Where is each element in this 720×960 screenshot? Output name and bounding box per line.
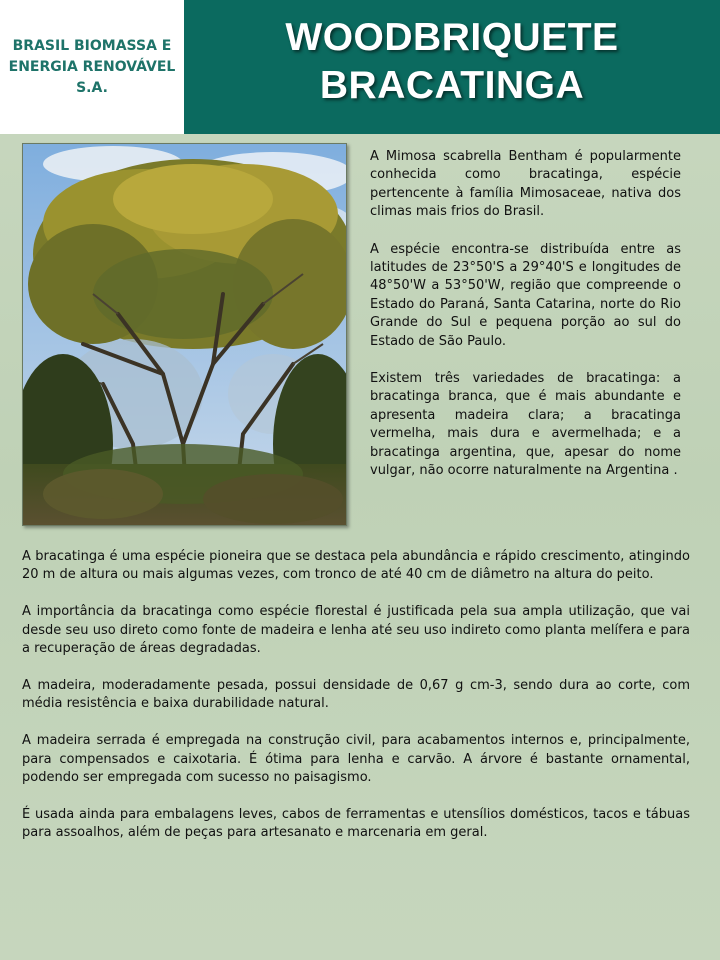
body-paragraph: A madeira, moderadamente pesada, possui densidade de 0,67 g cm-3, sendo dura ao corte, com média resistência e baixa durabilidade natural. <box>22 678 690 712</box>
body-paragraph: A madeira serrada é empregada na construção civil, para acabamentos internos e, principalmente, para compensados e caixotaria. É ótima para lenha e carvão. A árvore é bastante ornamental, podendo ser empregada com sucesso no paisagismo. <box>22 733 690 786</box>
body-paragraph: É usada ainda para embalagens leves, cabos de ferramentas e utensílios domésticos, tacos e tábuas para assoalhos, além de peças para artesanato e marcenaria em geral. <box>22 807 690 841</box>
title-banner <box>184 0 720 134</box>
intro-paragraph: Existem três variedades de bracatinga: a bracatinga branca, que é mais abundante e apresenta madeira clara; a bracatinga vermelha, mais dura e avermelhada; e a bracatinga argentina, que, apesar do nome vulgar, não ocorre naturalmente na Argentina . <box>370 371 681 479</box>
page-title <box>285 14 618 110</box>
body-text <box>22 548 690 861</box>
intro-paragraph: A Mimosa scabrella Bentham é popularmente conhecida como bracatinga, espécie pertencente à família Mimosaceae, nativa dos climas mais frios do Brasil. <box>370 149 681 220</box>
title-line-2: BRACATINGA <box>319 64 585 107</box>
body-paragraph: A bracatinga é uma espécie pioneira que se destaca pela abundância e rápido crescimento, atingindo 20 m de altura ou mais algumas vezes, com tronco de até 40 cm de diâmetro na altura do peito. <box>22 549 690 583</box>
title-line-1: WOODBRIQUETE <box>285 16 619 59</box>
company-name: BRASIL BIOMASSA E ENERGIA RENOVÁVEL S.A. <box>8 37 176 96</box>
intro-text-column <box>370 148 681 500</box>
body-paragraph: A importância da bracatinga como espécie florestal é justificada pela sua ampla utilização, que vai desde seu uso direto como fonte de madeira e lenha até seu uso indireto como planta melífera e para a recuperação de áreas degradadas. <box>22 604 690 657</box>
intro-paragraph: A espécie encontra-se distribuída entre as latitudes de 23°50'S a 29°40'S e longitudes de 48°50'W a 53°50'W, região que compreende o Estado do Paraná, Santa Catarina, norte do Rio Grande do Sul e pequena porção ao sul do Estado de São Paulo. <box>370 241 681 349</box>
company-logo-box <box>0 0 184 134</box>
bracatinga-tree-photo <box>22 143 347 526</box>
